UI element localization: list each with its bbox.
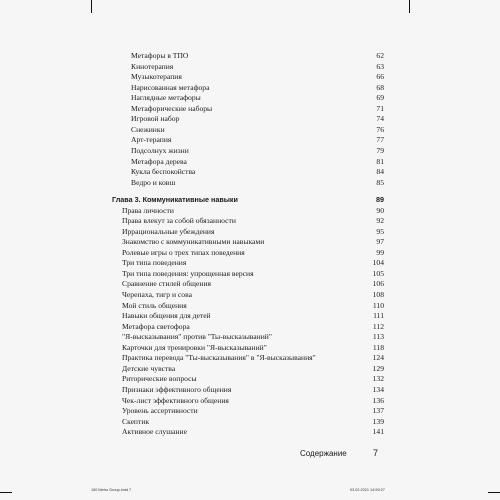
toc-entry (131, 62, 384, 73)
toc-entry-page: 68 (376, 82, 384, 92)
toc-entry (122, 427, 384, 438)
toc-entry-title: Признаки эффективного общения (122, 384, 232, 394)
toc-entry-page: 69 (376, 93, 384, 103)
toc-entry-title: Арт-терапия (131, 135, 172, 145)
page-number: 7 (373, 448, 379, 458)
toc-entry-page: 124 (372, 353, 384, 363)
toc-entry (122, 216, 384, 227)
toc-entry-page: 77 (376, 135, 384, 145)
toc-entry-page: 141 (372, 427, 384, 437)
toc-entry (122, 301, 384, 312)
toc-entry-page: 81 (376, 156, 384, 166)
toc-entry-title: Наглядные метафоры (131, 93, 201, 103)
toc-entry-page: 113 (372, 332, 384, 342)
toc-entry (131, 178, 384, 189)
toc-entry (131, 93, 384, 104)
toc-entry (122, 417, 384, 428)
toc-entry-page: 95 (376, 226, 384, 236)
crop-mark-bottom-left (0, 492, 12, 493)
toc-entry-page: 136 (372, 395, 384, 405)
toc-entry-title: Иррациональные убеждения (122, 226, 215, 236)
toc-entry-title: Метафора светофора (122, 321, 190, 331)
toc-entry-title: Скептик (122, 416, 150, 426)
toc-entry-page: 110 (372, 300, 384, 310)
toc-entry (131, 114, 384, 125)
toc-entry-page: 92 (376, 216, 384, 226)
toc-entry (122, 279, 384, 290)
toc-entry (131, 72, 384, 83)
toc-entry-page: 90 (376, 205, 384, 215)
toc-entry (131, 51, 384, 62)
toc-entry-page: 71 (376, 103, 384, 113)
toc-entry-title: Подсолнух жизни (131, 145, 189, 155)
toc-entry (131, 146, 384, 157)
toc-entry-page: 108 (372, 290, 384, 299)
toc-entry-title: Навыки общения для детей (122, 311, 211, 321)
toc-entry (122, 248, 384, 259)
toc-entry-page: 99 (376, 247, 384, 257)
toc-entry-title: Уровень ассертивности (122, 406, 198, 415)
toc-entry (122, 311, 384, 322)
toc-entry (131, 167, 384, 178)
toc-entry-title: Глава 3. Коммуникативные навыки (112, 194, 238, 204)
toc-entry-page: 134 (372, 384, 384, 394)
toc-entry-page: 62 (376, 51, 384, 60)
toc-entry-page: 132 (372, 374, 384, 384)
toc-entry-page: 112 (372, 321, 384, 331)
toc-entry-page: 105 (372, 268, 384, 278)
toc-entry-title: Знакомство с коммуникативными навыками (122, 237, 265, 247)
print-slug-right: 03.02.2021 14:59:27 (350, 488, 385, 492)
toc-entry (122, 237, 384, 248)
toc-entry-title: Нарисованная метафора (131, 82, 210, 92)
toc-entry-title: Черепаха, тигр и сова (122, 290, 192, 299)
toc-entry-title: "Я-высказывания" против "Ты-высказываний" (122, 332, 272, 342)
toc-entry-page: 84 (376, 167, 384, 177)
toc-entry (122, 385, 384, 396)
toc-entry-title: Метафорические наборы (131, 103, 213, 113)
toc-entry-title: Ведро и ковш (131, 177, 176, 187)
toc-entry-page: 129 (372, 363, 384, 373)
toc-entry-page: 85 (376, 177, 384, 187)
toc-entry (122, 206, 384, 217)
toc-entry-page: 97 (376, 237, 384, 247)
toc-entry-page: 66 (376, 72, 384, 82)
toc-entry (122, 406, 384, 417)
toc-entry-page: 104 (372, 258, 384, 268)
toc-entry (122, 374, 384, 385)
toc-entry (122, 269, 384, 280)
toc-entry-page: 63 (376, 61, 384, 71)
toc-entry-title: Мой стиль общения (122, 300, 187, 310)
toc-entry (122, 290, 384, 301)
toc-entry-title: Игровой набор (131, 114, 180, 124)
toc-entry-title: Активное слушание (122, 427, 187, 437)
toc-entry-title: Кинотерапия (131, 61, 174, 71)
toc-entry-page: 89 (376, 194, 384, 204)
toc-entry-title: Риторические вопросы (122, 374, 197, 384)
toc-entry-title: Кукла беспокойства (131, 167, 196, 177)
toc-entry-title: Три типа поведения: упрощенная версия (122, 268, 254, 278)
toc-entry (131, 83, 384, 94)
toc-entry-title: Метафора дерева (131, 156, 187, 166)
toc-entry-page: 76 (376, 124, 384, 134)
toc-entry-title: Ролевые игры о трех типах поведения (122, 247, 245, 257)
toc-entry (122, 364, 384, 375)
toc-entry (131, 104, 384, 115)
toc-entry (122, 332, 384, 343)
toc-entry (131, 135, 384, 146)
toc-entry-title: Детские чувства (122, 363, 176, 373)
toc-entry-title: Метафоры в ТПО (131, 51, 189, 60)
toc-entry-title: Музыкотерапия (131, 72, 182, 82)
print-slug-left: 150 Metro Group.indd 7 (91, 488, 132, 492)
toc-entry-title: Сравнение стилей общения (122, 279, 212, 289)
toc-entry-title: Три типа поведения (122, 258, 187, 268)
toc-entry (131, 125, 384, 136)
toc-entry-page: 79 (376, 145, 384, 155)
toc-entry-title: Практика перевода "Ты-высказывания" в "Я-высказывания" (122, 353, 316, 363)
toc-entry-page: 137 (372, 406, 384, 415)
toc-chapter-heading (112, 195, 384, 206)
toc-entry (122, 396, 384, 407)
toc-entry (122, 353, 384, 364)
toc-entry-title: Чек-лист эффективного общения (122, 395, 229, 405)
toc-entry-title: Карточки для тренировки "Я-высказываний" (122, 342, 267, 352)
toc-entry (122, 322, 384, 333)
toc-entry-page: 106 (372, 279, 384, 289)
crop-mark-bottom-right (488, 492, 500, 493)
running-footer-section: Содержание (300, 449, 347, 458)
toc-entry-title: Снежинки (131, 124, 165, 134)
toc-entry-title: Права личности (122, 205, 174, 215)
toc-entry (122, 258, 384, 269)
toc-entry-page: 111 (373, 311, 384, 321)
toc-entry (122, 227, 384, 238)
toc-entry-page: 74 (376, 114, 384, 124)
toc-entry-page: 139 (372, 416, 384, 426)
toc-entry (122, 343, 384, 354)
toc-entry-page: 118 (372, 342, 384, 352)
toc-entry (131, 157, 384, 168)
toc-entry-title: Права влекут за собой обязанности (122, 216, 236, 226)
